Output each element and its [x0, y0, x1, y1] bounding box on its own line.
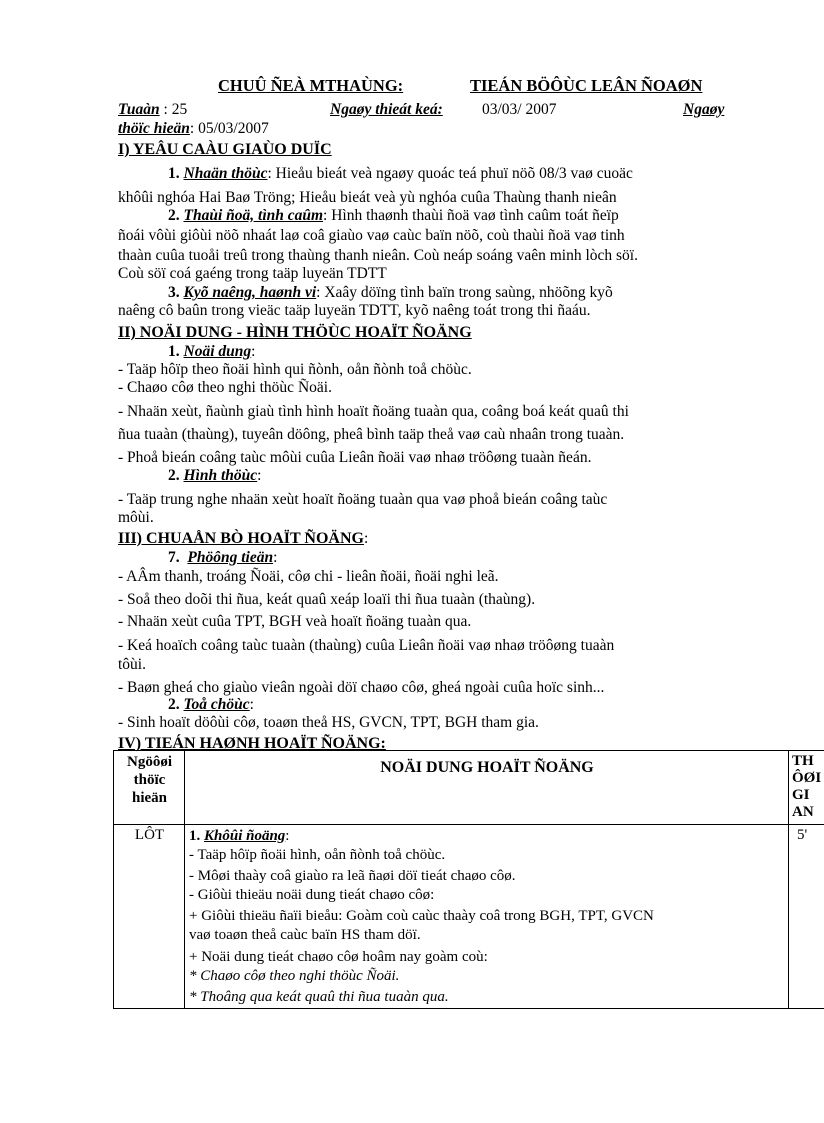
content-heading	[189, 827, 783, 846]
section-3-bullet-5: - Baøn gheá cho giaùo vieân ngoài döï chaøo côø, gheá ngoài cuûa hoïc sinh...	[118, 679, 605, 696]
time-header-line: ÔØI	[792, 770, 822, 786]
sub-number: 2.	[168, 467, 180, 484]
section-1-p3-line2: naêng cô baûn trong vieäc taäp luyeän TDTT, kyõ naêng toát trong thi ñaáu.	[118, 302, 591, 319]
content-heading-number: 1.	[189, 828, 201, 844]
section-2-bullet-3b: ñua tuaàn (thaùng), tuyeân döông, pheâ bình taäp theå vaø caù nhaân trong tuaàn.	[118, 426, 625, 443]
time-header-line: AN	[792, 804, 814, 820]
section-1-p2-line2: ñoái vôùi giôùi nöõ nhaát laø coâ giaùo vaø caùc baïn nöõ, coù thaùi ñoä vaø tinh	[118, 227, 625, 244]
section-1-p1-line2: khôûi nghóa Hai Baø Tröng; Hieåu bieát veà yù nghóa cuûa Thaùng thanh nieân	[118, 189, 617, 206]
sub-colon: :	[249, 696, 254, 713]
content-line: - Môøi thaày coâ giaùo ra leã ñaøi döï tieát chaøo côø.	[189, 868, 516, 884]
content-line: - Giôùi thieäu noäi dung tieát chaøo côø:	[189, 887, 435, 903]
exec-date-label-2: thöïc hieän	[118, 120, 190, 137]
section-2-bullet-3a: - Nhaän xeùt, ñaùnh giaù tình hình hoaït ñoäng tuaàn qua, coâng boá keát quaû thi	[118, 403, 629, 420]
content-line: + Giôùi thieäu ñaïi bieåu: Goàm coù caùc thaày coâ trong BGH, TPT, GVCN	[189, 908, 654, 924]
p3-label: Kyõ naêng, haønh vi	[183, 284, 317, 301]
section-3-heading: III) CHUAÅN BÒ HOAÏT ÑOÄNG	[118, 530, 364, 547]
row-content-cell	[184, 824, 789, 1009]
design-date-value: 03/03/ 2007	[482, 101, 557, 118]
exec-date-value: : 05/03/2007	[189, 120, 269, 137]
content-line: vaø toaøn theå caùc baïn HS tham döï.	[189, 927, 421, 943]
section-3-bullet-3: - Nhaän xeùt cuûa TPT, BGH veà hoaït ñoäng tuaàn qua.	[118, 613, 472, 630]
p1-number: 1.	[168, 165, 180, 182]
content-line: + Noäi dung tieát chaøo côø hoâm nay goàm coù:	[189, 949, 488, 965]
section-1-p2-line4: Coù söï coá gaéng trong taäp luyeän TDTT	[118, 265, 387, 282]
sub-colon: :	[251, 343, 256, 360]
section-3-bullet-4b: tôùi.	[118, 656, 146, 673]
section-3-bullet-4a: - Keá hoaïch coâng taùc tuaàn (thaùng) cuûa Lieân ñoäi vaø nhaø tröôøng tuaàn	[118, 637, 615, 654]
section-2-bullet-4: - Phoå bieán coâng taùc môùi cuûa Lieân ñoäi vaø nhaø tröôøng tuaàn ñeán.	[118, 449, 592, 466]
performer-header-line: Ngöôøi	[127, 754, 172, 770]
section-3-sub1	[118, 548, 755, 567]
exec-date-label-1: Ngaøy	[683, 101, 725, 118]
performer-header-line: thöïc	[133, 772, 166, 788]
activity-table	[113, 750, 823, 1008]
week-value: : 25	[163, 101, 188, 118]
time-header-line: GI	[792, 787, 810, 803]
row-performer-cell	[113, 824, 185, 1009]
content-header: NOÄI DUNG HOAÏT ÑOÄNG	[380, 759, 594, 776]
section-2-bullet-1: - Taäp hôïp theo ñoäi hình qui ñònh, oån ñònh toå chöùc.	[118, 361, 472, 378]
exec-date-line	[118, 120, 269, 138]
section-4-heading: IV) TIEÁN HAØNH HOAÏT ÑOÄNG:	[118, 735, 386, 752]
section-1-p2-line3: thaàn cuûa tuoåi treû trong thaùng thanh nieân. Coù neáp soáng vaên minh lòch söï.	[118, 247, 638, 264]
sub-label: Noäi dung	[183, 343, 252, 360]
p3-number: 3.	[168, 284, 180, 301]
sub-label: Hình thöùc	[183, 467, 258, 484]
section-1-p1-line1	[118, 164, 755, 183]
section-2-bullet-5a: - Taäp trung nghe nhaän xeùt hoaït ñoäng tuaàn qua vaø phoå bieán coâng taùc	[118, 491, 608, 508]
section-2-heading: II) NOÄI DUNG - HÌNH THÖÙC HOAÏT ÑOÄNG	[118, 324, 472, 341]
section-3-bullet-1: - AÂm thanh, troáng Ñoäi, côø chi - lieân ñoäi, ñoäi nghi leã.	[118, 568, 499, 585]
section-3-bullet-6: - Sinh hoaït döôùi côø, toaøn theå HS, GVCN, TPT, BGH tham gia.	[118, 714, 539, 731]
heading-colon: :	[363, 530, 369, 547]
section-3-heading-line	[118, 529, 755, 548]
theme-name: TIEÁN BÖÔÙC LEÂN ÑOAØN	[470, 76, 703, 95]
content-line: - Taäp hôïp ñoäi hình, oån ñònh toå chöùc.	[189, 847, 446, 863]
content-italic-line: * Chaøo côø theo nghi thöùc Ñoäi.	[189, 968, 400, 984]
week-label: Tuaàn	[118, 101, 160, 118]
time-header-line: TH	[792, 753, 814, 769]
section-2-sub1	[118, 342, 755, 361]
header-cell-content	[184, 750, 789, 825]
section-1-p2-line1	[118, 206, 755, 225]
p1-text: : Hieåu bieát veà ngaøy quoác teá phuï nöõ 08/3 vaø cuoäc	[267, 165, 633, 182]
performer-value: LÔT	[134, 827, 165, 843]
section-2-bullet-5b: môùi.	[118, 509, 154, 526]
content-heading-colon: :	[285, 828, 290, 844]
sub-label: Phöông tieän	[187, 549, 274, 566]
header-cell-time	[788, 750, 824, 825]
row-time-cell	[788, 824, 824, 1009]
section-2-sub2	[118, 466, 755, 485]
sub-colon: :	[273, 549, 278, 566]
section-2-bullet-2: - Chaøo côø theo nghi thöùc Ñoäi.	[118, 379, 332, 396]
sub-label: Toå chöùc	[183, 696, 250, 713]
performer-header-line: hieän	[131, 790, 167, 806]
design-date-label: Ngaøy thieát keá:	[330, 101, 443, 118]
header-cell-performer	[113, 750, 185, 825]
section-3-bullet-2: - Soå theo doõi thi ñua, keát quaû xeáp loaïi thi ñua tuaàn (thaùng).	[118, 591, 536, 608]
theme-title: CHUÛ ÑEÀ MTHAÙNG:	[218, 76, 404, 95]
p3-text: : Xaây döïng tình baïn trong saùng, nhöõng kyõ	[316, 284, 613, 301]
section-1-heading: I) YEÂU CAÀU GIAÙO DUÏC	[118, 141, 332, 158]
p2-text: : Hình thaønh thaùi ñoä vaø tình caûm toát ñeïp	[323, 207, 619, 224]
section-3-sub2	[118, 695, 755, 714]
content-heading-label: Khôûi ñoäng	[204, 828, 286, 844]
sub-number: 2.	[168, 696, 180, 713]
sub-number: 7.	[168, 549, 180, 566]
p2-number: 2.	[168, 207, 180, 224]
sub-colon: :	[257, 467, 262, 484]
p2-label: Thaùi ñoä, tình caûm	[183, 207, 324, 224]
week-line	[118, 101, 187, 119]
sub-number: 1.	[168, 343, 180, 360]
p1-label: Nhaän thöùc	[183, 165, 268, 182]
section-1-p3-line1	[118, 283, 755, 302]
content-italic-line: * Thoâng qua keát quaû thi ñua tuaàn qua.	[189, 989, 449, 1005]
time-value: 5'	[797, 827, 808, 843]
